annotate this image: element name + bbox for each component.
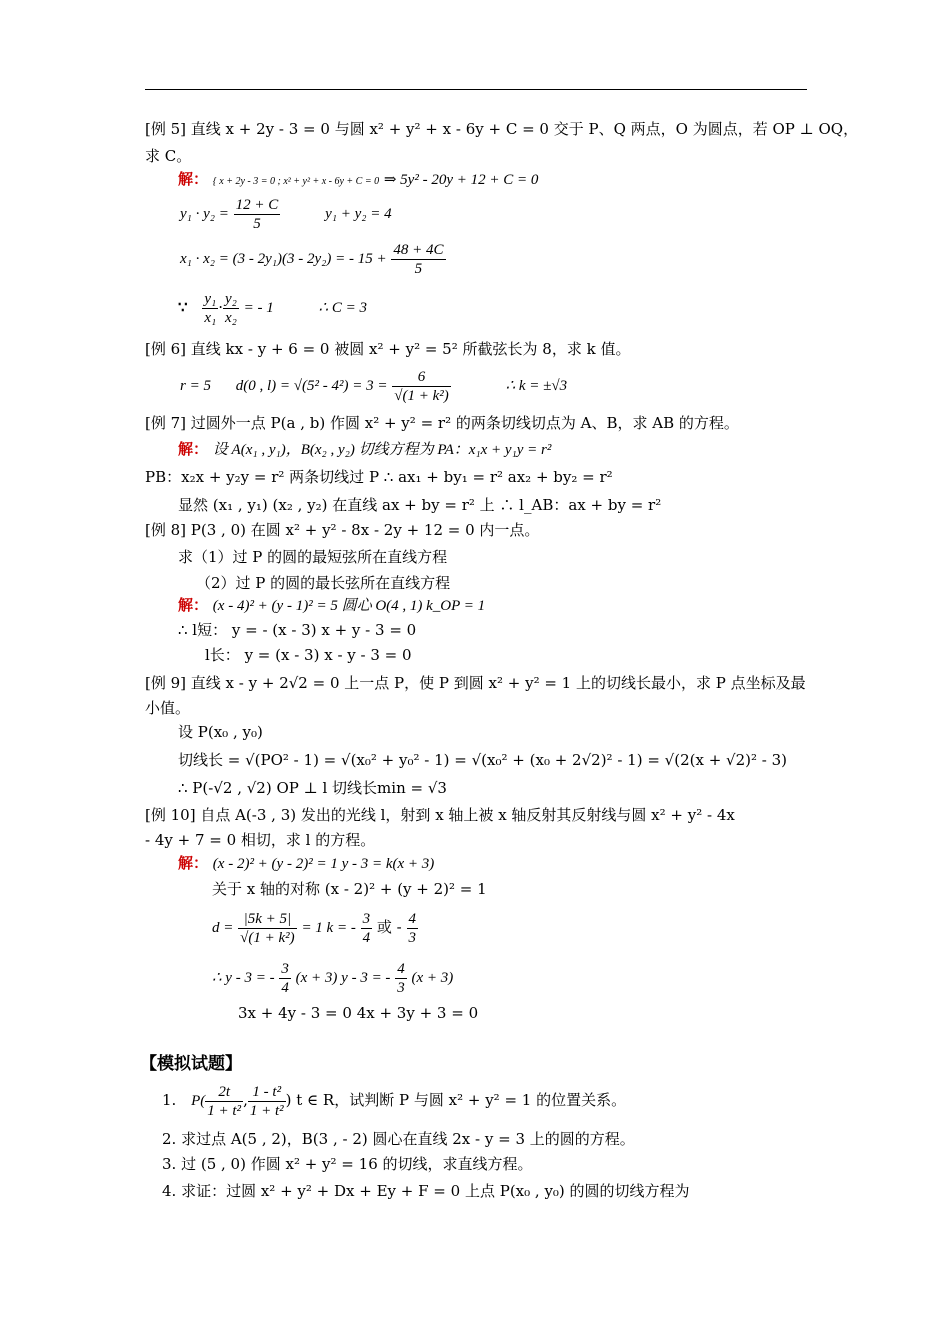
mock-q1: 1. P( $\frac{2t}{\text{1 + t²}}$ , $\frac{\text{1 - t²}}{\text{1 + t²}}$ ) t ∈ R，试判断 P 与圆 x² + y² = 1 的位置关系。 bbox=[162, 1083, 627, 1119]
ex7-line1: 解： 设 A(x₁ , y₁)，B(x₂ , y₂) 切线方程为 PA：x₁x + y₁y = r² bbox=[178, 440, 552, 458]
section-heading: 【模拟试题】 bbox=[140, 1054, 242, 1074]
ex10-line5: 3x + 4y - 3 = 0 4x + 3y + 3 = 0 bbox=[238, 1004, 479, 1022]
solution-label: 解： bbox=[178, 170, 209, 188]
ex7-line3: 显然 (x₁ , y₁) (x₂ , y₂) 在直线 ax + by = r² 上 ∴ l_AB：ax + by = r² bbox=[178, 496, 662, 514]
ex10-line1: 解： (x - 2)² + (y - 2)² = 1 y - 3 = k(x + 3) bbox=[178, 854, 435, 872]
ex8-title: [例 8] P(3 , 0) 在圆 x² + y² - 8x - 2y + 12 = 0 内一点。 bbox=[145, 521, 540, 539]
ex5-system: { x + 2y - 3 = 0 ; x² + y² + x - 6y + C = 0 bbox=[212, 176, 380, 187]
ex9-line1: 设 P(x₀ , y₀) bbox=[178, 723, 263, 741]
ex5-line1: y₁ · y₂ = $\frac{12 + C}{5}$ y₁ + y₂ = 4 bbox=[180, 196, 392, 232]
ex8-q1: 求（1）过 P 的圆的最短弦所在直线方程 bbox=[178, 548, 448, 566]
ex10-line2: 关于 x 轴的对称 (x - 2)² + (y + 2)² = 1 bbox=[212, 880, 487, 898]
ex9-line2: 切线长 = √(PO² - 1) = √(x₀² + y₀² - 1) = √(x₀² + (x₀ + 2√2)² - 1) = √(2(x + √2)² - 3) bbox=[178, 751, 788, 769]
ex7-title: [例 7] 过圆外一点 P(a , b) 作圆 x² + y² = r² 的两条切线切点为 A、B，求 AB 的方程。 bbox=[145, 414, 739, 432]
ex5-line3: ∵ $\frac{\text{y₁}}{\text{x₁}}$ · $\frac{\text{y₂}}{\text{x₂}}$ = - 1 ∴ C = 3 bbox=[178, 290, 367, 326]
ex5-frac1: $\frac{12 + C}{5}$ bbox=[235, 196, 279, 232]
ex9-title: [例 9] 直线 x - y + 2√2 = 0 上一点 P，使 P 到圆 x² + y² = 1 上的切线长最小，求 P 点坐标及最 bbox=[145, 674, 806, 692]
ex5-frac2: $\frac{48 + 4C}{5}$ bbox=[393, 241, 444, 277]
ex6-title: [例 6] 直线 kx - y + 6 = 0 被圆 x² + y² = 5² 所截弦长为 8，求 k 值。 bbox=[145, 340, 631, 358]
ex5-solution bbox=[178, 169, 538, 192]
mock-q2: 2. 求过点 A(5 , 2)，B(3 , - 2) 圆心在直线 2x - y = 3 上的圆的方程。 bbox=[162, 1130, 635, 1148]
ex10-title: [例 10] 自点 A(-3 , 3) 发出的光线 l，射到 x 轴上被 x 轴反射其反射线与圆 x² + y² - 4x bbox=[145, 806, 735, 824]
ex10-line3: d = $\frac{|5k + 5|}{\text{√(1 + k²)}}$ = 1 k = - $\frac{3}{4}$ 或 - $\frac{4}{3}$ bbox=[212, 910, 417, 946]
ex8-line2: ∴ l短： y = - (x - 3) x + y - 3 = 0 bbox=[178, 621, 417, 639]
ex5-line2: x₁ · x₂ = (3 - 2y₁)(3 - 2y₂) = - 15 + $\frac{48 + 4C}{5}$ bbox=[180, 241, 444, 277]
mock-q3: 3. 过 (5 , 0) 作圆 x² + y² = 16 的切线，求直线方程。 bbox=[162, 1155, 533, 1173]
ex10-title-cont: - 4y + 7 = 0 相切，求 l 的方程。 bbox=[145, 831, 376, 849]
mock-q4: 4. 求证：过圆 x² + y² + Dx + Ey + F = 0 上点 P(x₀ , y₀) 的圆的切线方程为 bbox=[162, 1182, 690, 1200]
ex5-title-cont: 求 C。 bbox=[145, 147, 192, 165]
ex5-title: [例 5] 直线 x + 2y - 3 = 0 与圆 x² + y² + x - 6y + C = 0 交于 P、Q 两点，O 为圆点，若 OP ⊥ OQ， bbox=[145, 120, 859, 138]
ex5-arrow-eq: ⇒ 5y² - 20y + 12 + C = 0 bbox=[383, 172, 539, 188]
ex8-line3: l长： y = (x - 3) x - y - 3 = 0 bbox=[205, 646, 412, 664]
ex10-line4: ∴ y - 3 = - $\frac{3}{4}$ (x + 3) y - 3 = - $\frac{4}{3}$ (x + 3) bbox=[212, 960, 454, 996]
ex8-q2: （2）过 P 的圆的最长弦所在直线方程 bbox=[196, 574, 451, 592]
ex9-line3: ∴ P(-√2 , √2) OP ⊥ l 切线长min = √3 bbox=[178, 779, 447, 797]
ex8-line1: 解： (x - 4)² + (y - 1)² = 5 圆心 O(4 , 1) k_OP = 1 bbox=[178, 596, 486, 614]
ex6-line1: r = 5 d(0 , l) = √(5² - 4²) = 3 = $\frac{6}{\text{√(1 + k²)}}$ ∴ k = ±√3 bbox=[180, 368, 568, 404]
ex7-line2: PB：x₂x + y₂y = r² 两条切线过 P ∴ ax₁ + by₁ = r² ax₂ + by₂ = r² bbox=[145, 468, 613, 486]
ex9-title-cont: 小值。 bbox=[145, 699, 191, 717]
header-rule bbox=[145, 89, 807, 90]
